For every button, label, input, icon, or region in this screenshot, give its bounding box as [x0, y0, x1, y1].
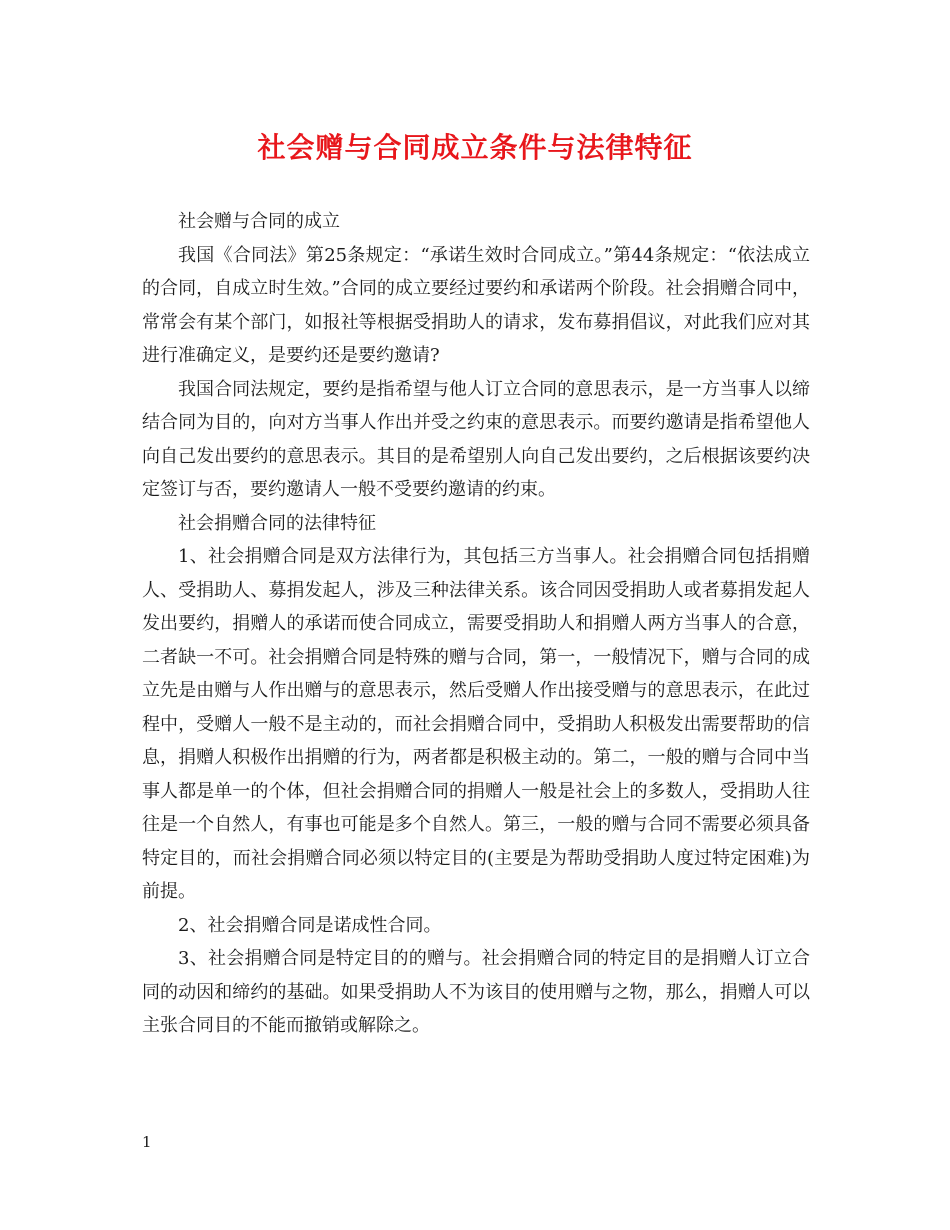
paragraph-contract-law-article: 我国《合同法》第25条规定：“承诺生效时合同成立。”第44条规定：“依法成立的合同，自成立时生效。”合同的成立要经过要约和承诺两个阶段。社会捐赠合同中，常常会有某个部门，如报社等根据受捐助人的请求，发布募捐倡议，对此我们应对其进行准确定义，是要约还是要约邀请?: [142, 244, 810, 366]
document-body: [142, 205, 810, 1043]
page-number: 1: [142, 1133, 152, 1151]
page-title: 社会赠与合同成立条件与法律特征: [257, 131, 693, 164]
paragraph-feature-2: 2、社会捐赠合同是诺成性合同。: [178, 914, 442, 936]
paragraph-offer-definition: 我国合同法规定，要约是指希望与他人订立合同的意思表示，是一方当事人以缔结合同为目的，向对方当事人作出并受之约束的意思表示。而要约邀请是指希望他人向自己发出要约的意思表示。其目的是希望别人向自己发出要约，之后根据该要约决定签订与否，要约邀请人一般不受要约邀请的约束。: [142, 378, 810, 500]
section-heading-formation: 社会赠与合同的成立: [178, 211, 340, 232]
section-heading-legal-features: 社会捐赠合同的法律特征: [178, 512, 376, 534]
paragraph-feature-1: 1、社会捐赠合同是双方法律行为，其包括三方当事人。社会捐赠合同包括捐赠人、受捐助人、募捐发起人，涉及三种法律关系。该合同因受捐助人或者募捐发起人发出要约，捐赠人的承诺而使合同成立，需要受捐助人和捐赠人两方当事人的合意，二者缺一不可。社会捐赠合同是特殊的赠与合同，第一，一般情况下，赠与合同的成立先是由赠与人作出赠与的意思表示，然后受赠人作出接受赠与的意思表示，在此过程中，受赠人一般不是主动的，而社会捐赠合同中，受捐助人积极发出需要帮助的信息，捐赠人积极作出捐赠的行为，两者都是积极主动的。第二，一般的赠与合同中当事人都是单一的个体，但社会捐赠合同的捐赠人一般是社会上的多数人，受捐助人往往是一个自然人，有事也可能是多个自然人。第三，一般的赠与合同不需要必须具备特定目的，而社会捐赠合同必须以特定目的(主要是为帮助受捐助人度过特定困难)为前提。: [142, 546, 810, 902]
paragraph-feature-3: 3、社会捐赠合同是特定目的的赠与。社会捐赠合同的特定目的是捐赠人订立合同的动因和缔约的基础。如果受捐助人不为该目的使用赠与之物，那么，捐赠人可以主张合同目的不能而撤销或解除之。: [142, 948, 810, 1036]
